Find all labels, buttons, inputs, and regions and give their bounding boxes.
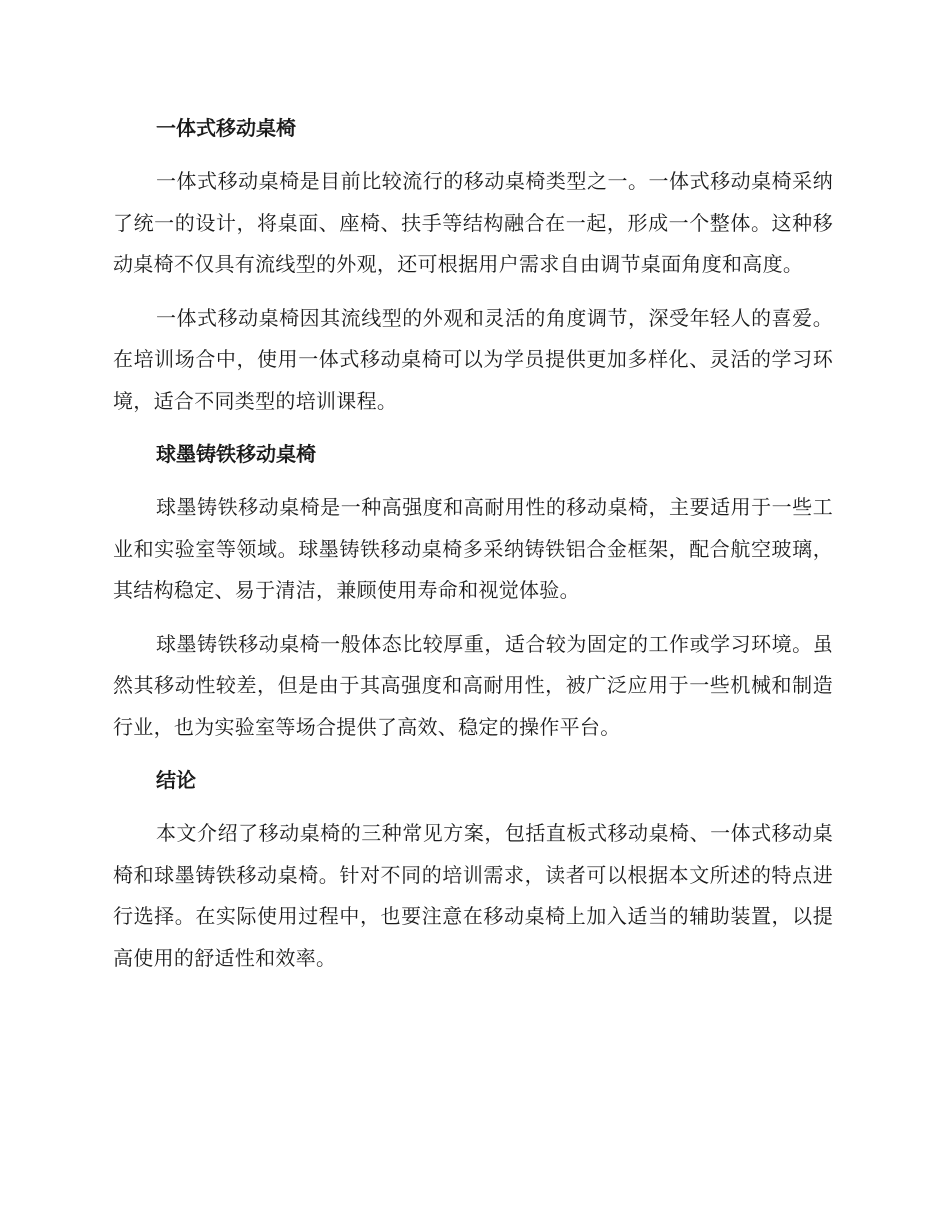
section-heading-integrated-desk: 一体式移动桌椅 [156, 116, 296, 140]
paragraph-ductile-iron-desk-usage: 球墨铸铁移动桌椅一般体态比较厚重，适合较为固定的工作或学习环境。虽然其移动性较差，但是由于其高强度和高耐用性，被广泛应用于一些机械和制造行业，也为实验室等场合提供了高效、稳定的操作平台。 [113, 631, 833, 739]
section-heading-conclusion: 结论 [156, 768, 196, 792]
paragraph-integrated-desk-usage: 一体式移动桌椅因其流线型的外观和灵活的角度调节，深受年轻人的喜爱。在培训场合中，使用一体式移动桌椅可以为学员提供更加多样化、灵活的学习环境，适合不同类型的培训课程。 [113, 305, 833, 413]
paragraph-conclusion: 本文介绍了移动桌椅的三种常见方案，包括直板式移动桌椅、一体式移动桌椅和球墨铸铁移动桌椅。针对不同的培训需求，读者可以根据本文所述的特点进行选择。在实际使用过程中，也要注意在移动桌椅上加入适当的辅助装置，以提高使用的舒适性和效率。 [113, 821, 833, 970]
section-heading-ductile-iron-desk: 球墨铸铁移动桌椅 [156, 442, 316, 466]
paragraph-ductile-iron-desk-intro: 球墨铸铁移动桌椅是一种高强度和高耐用性的移动桌椅，主要适用于一些工业和实验室等领域。球墨铸铁移动桌椅多采纳铸铁铝合金框架，配合航空玻璃，其结构稳定、易于清洁，兼顾使用寿命和视觉体验。 [113, 495, 833, 602]
paragraph-integrated-desk-intro: 一体式移动桌椅是目前比较流行的移动桌椅类型之一。一体式移动桌椅采纳了统一的设计，将桌面、座椅、扶手等结构融合在一起，形成一个整体。这种移动桌椅不仅具有流线型的外观，还可根据用户需求自由调节桌面角度和高度。 [113, 169, 833, 276]
document-body [113, 108, 833, 991]
